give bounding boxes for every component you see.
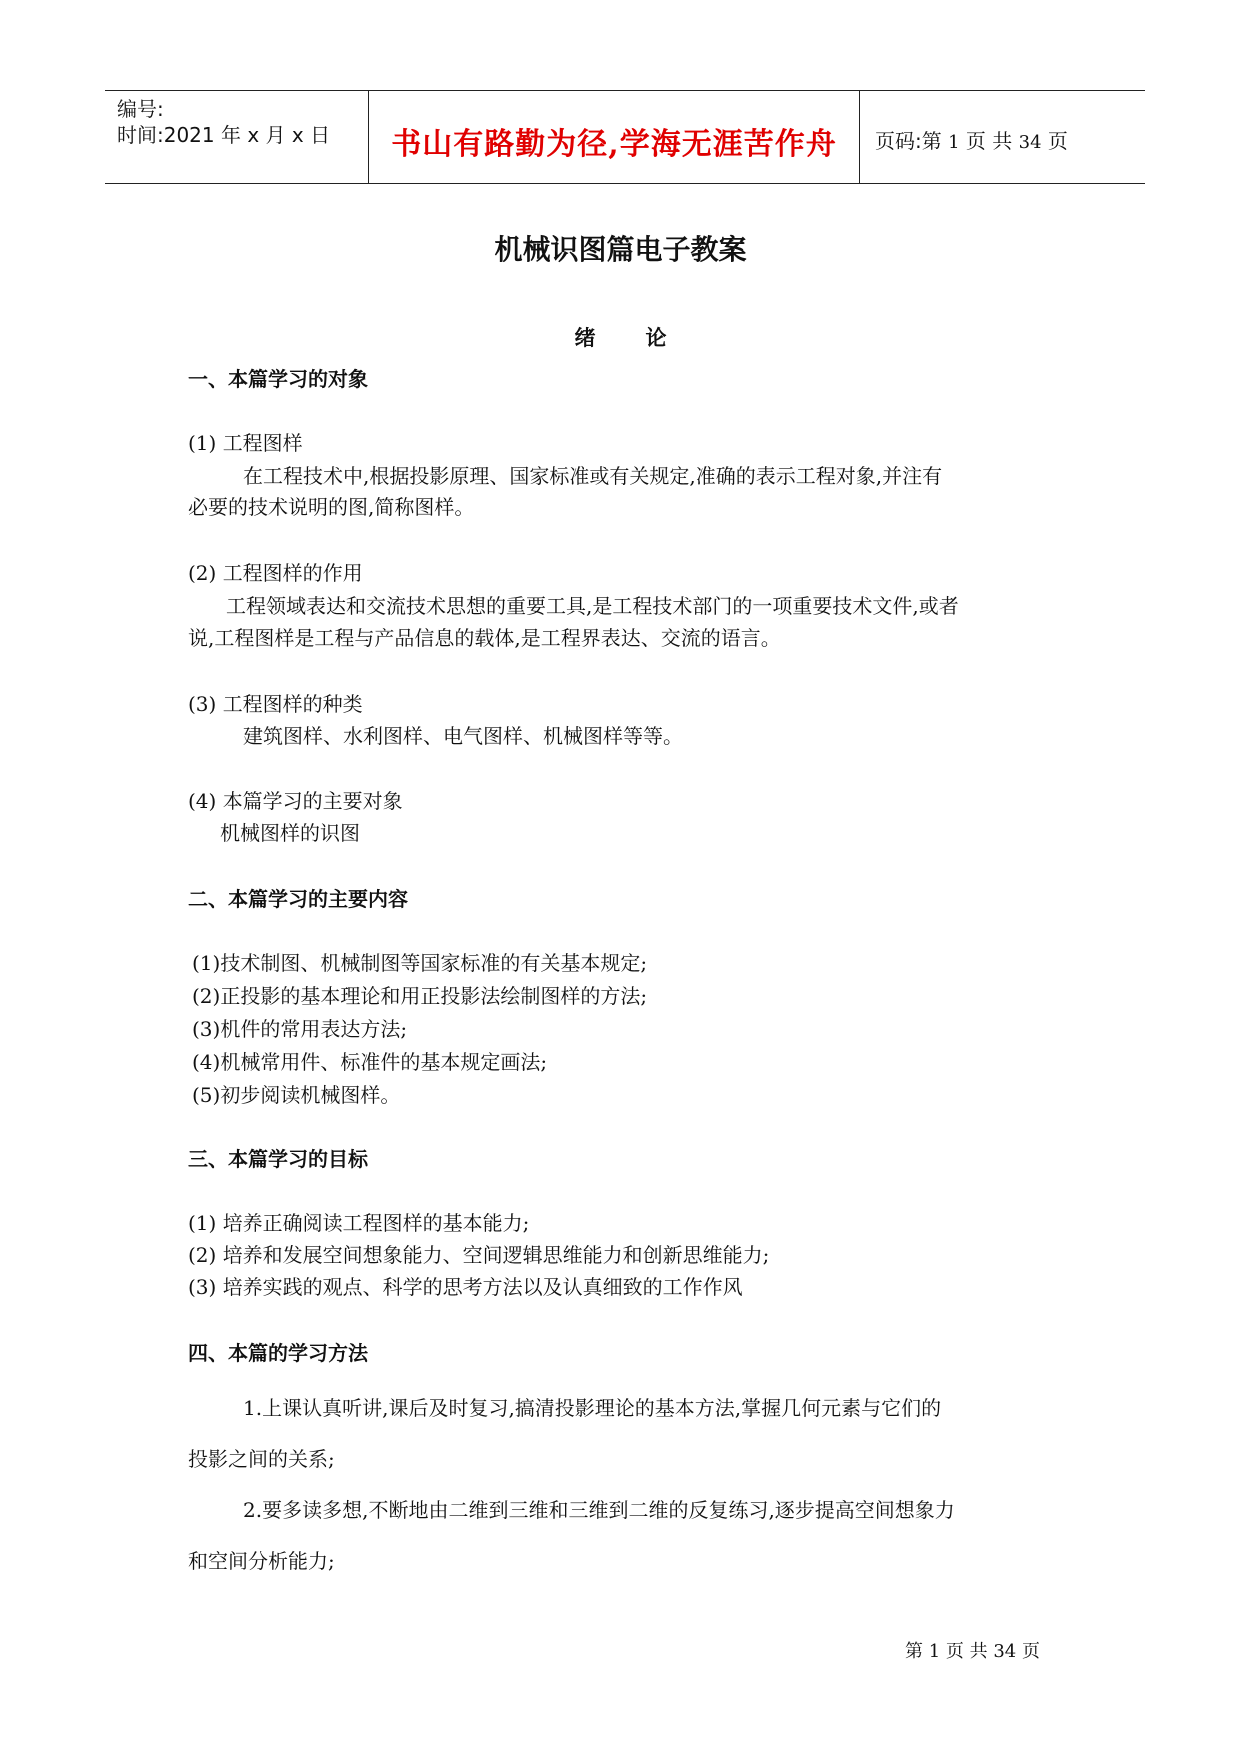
section1-heading: 一、本篇学习的对象 (188, 367, 368, 391)
section1-item4-title: (4) 本篇学习的主要对象 (188, 789, 403, 813)
page-prefix: 页码:第 (875, 129, 942, 153)
serial-label: 编号: (117, 97, 164, 121)
section1-item2-line2: 说,工程图样是工程与产品信息的载体,是工程界表达、交流的语言。 (188, 626, 781, 650)
section2-item: (1)技术制图、机械制图等国家标准的有关基本规定; (192, 951, 648, 975)
time-label: 时间:2021 年 x 月 x 日 (117, 123, 331, 147)
section1-item1-line2: 必要的技术说明的图,简称图样。 (188, 495, 475, 519)
motto: 书山有路勤为径,学海无涯苦作舟 (391, 127, 837, 162)
section2-item: (3)机件的常用表达方法; (192, 1017, 408, 1041)
section4-p2-line1: 2.要多读多想,不断地由二维到三维和三维到二维的反复练习,逐步提高空间想象力 (243, 1498, 955, 1522)
header-left-cell (105, 91, 369, 183)
section4-p1-line1: 1.上课认真听讲,课后及时复习,搞清投影理论的基本方法,掌握几何元素与它们的 (243, 1396, 942, 1420)
section4-p2-line2: 和空间分析能力; (188, 1549, 335, 1573)
section3-item: (3) 培养实践的观点、科学的思考方法以及认真细致的工作作风 (188, 1275, 743, 1299)
page-header (105, 90, 1145, 184)
section4-heading: 四、本篇的学习方法 (188, 1341, 368, 1365)
section1-item2-line1: 工程领域表达和交流技术思想的重要工具,是工程技术部门的一项重要技术文件,或者 (226, 594, 959, 618)
document-subtitle: 绪论 (574, 326, 717, 350)
section3-item: (1) 培养正确阅读工程图样的基本能力; (188, 1211, 530, 1235)
section2-item: (2)正投影的基本理论和用正投影法绘制图样的方法; (192, 984, 648, 1008)
section1-item3-title: (3) 工程图样的种类 (188, 692, 363, 716)
section3-heading: 三、本篇学习的目标 (188, 1147, 368, 1171)
section1-item2-title: (2) 工程图样的作用 (188, 561, 363, 585)
document-title: 机械识图篇电子教案 (494, 233, 747, 266)
header-motto-cell (369, 91, 860, 183)
header-page-cell (861, 91, 1145, 183)
section1-item1-line1: 在工程技术中,根据投影原理、国家标准或有关规定,准确的表示工程对象,并注有 (243, 464, 943, 488)
page-footer: 第 1 页 共 34 页 (905, 1641, 1040, 1662)
page-suffix: 页 (1047, 129, 1068, 153)
page-mid: 页 共 (965, 129, 1013, 153)
page-number: 1 (948, 132, 960, 153)
page-indicator (875, 125, 1068, 154)
section2-heading: 二、本篇学习的主要内容 (188, 887, 408, 911)
section1-item3-line1: 建筑图样、水利图样、电气图样、机械图样等等。 (243, 724, 683, 748)
section1-item4-line1: 机械图样的识图 (220, 821, 360, 845)
section3-item: (2) 培养和发展空间想象能力、空间逻辑思维能力和创新思维能力; (188, 1243, 770, 1267)
section1-item1-title: (1) 工程图样 (188, 431, 303, 455)
page-total: 34 (1018, 132, 1042, 153)
section2-item: (4)机械常用件、标准件的基本规定画法; (192, 1050, 548, 1074)
section2-item: (5)初步阅读机械图样。 (192, 1083, 401, 1107)
section4-p1-line2: 投影之间的关系; (188, 1447, 335, 1471)
